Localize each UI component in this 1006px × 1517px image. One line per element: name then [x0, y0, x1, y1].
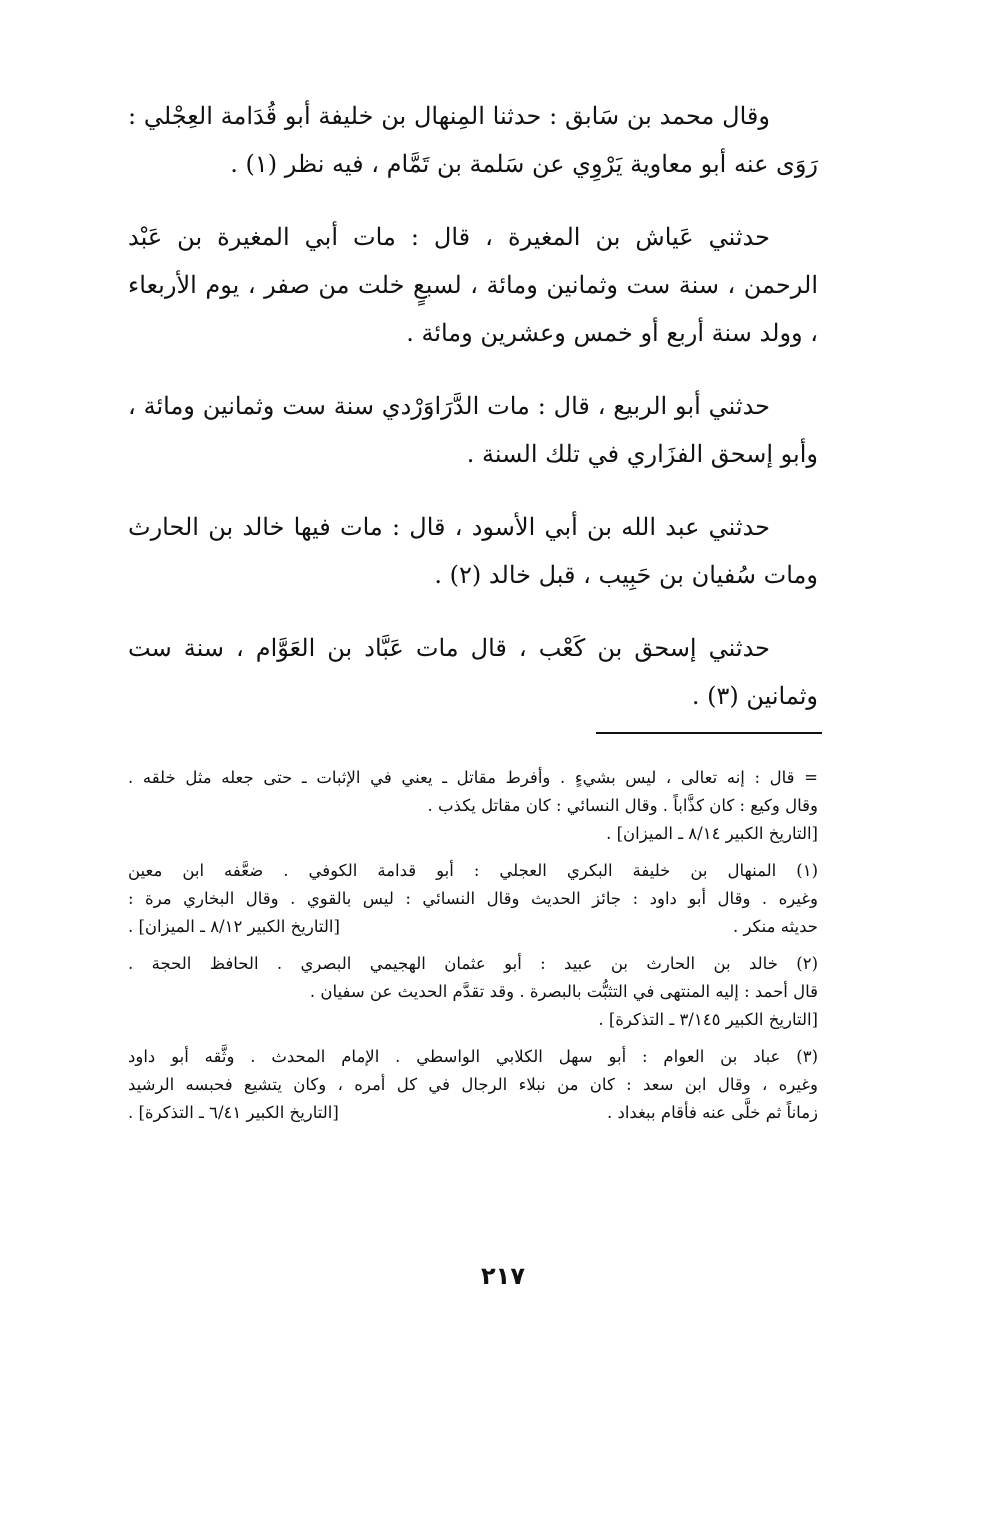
footnote-3 — [128, 1043, 818, 1127]
footnote-citation: [التاريخ الكبير ٨/١٢ ـ الميزان] . — [128, 917, 340, 936]
footnote-1 — [128, 857, 818, 941]
footnote-text: حديثه منكر . — [732, 917, 818, 936]
footnote-line — [128, 913, 818, 941]
footnote-2 — [128, 950, 818, 1034]
footnote-line: (٢) خالد بن الحارث بن عبيد : أبو عثمان الهجيمي البصري . الحافظ الحجة . — [128, 954, 818, 973]
page-number: ٢١٧ — [481, 1262, 525, 1290]
footnotes — [128, 764, 818, 1136]
footnote-line: (٣) عباد بن العوام : أبو سهل الكلابي الواسطي . الإمام المحدث . وثَّقه أبو داود — [128, 1047, 818, 1066]
footnote-line: [التاريخ الكبير ٣/١٤٥ ـ التذكرة] . — [598, 1010, 818, 1029]
footnote-separator — [596, 732, 822, 734]
footnote-citation: [التاريخ الكبير ٦/٤١ ـ التذكرة] . — [128, 1103, 339, 1122]
paragraph-2: حدثني عَياش بن المغيرة ، قال : مات أبي المغيرة بن عَبْد الرحمن ، سنة ست وثمانين ومائة ، لسبعٍ خلت من صفر ، يوم الأربعاء ، وولد سنة أربع أو خمس وعشرين ومائة . — [128, 223, 818, 347]
footnote-continued — [128, 764, 818, 848]
footnote-line: [التاريخ الكبير ٨/١٤ ـ الميزان] . — [606, 824, 818, 843]
paragraph-4: حدثني عبد الله بن أبي الأسود ، قال : مات فيها خالد بن الحارث ومات سُفيان بن حَبِيب ، قبل خالد (٢) . — [128, 513, 818, 589]
footnote-line: وغيره . وقال أبو داود : جائز الحديث وقال النسائي : ليس بالقوي . وقال البخاري مرة : — [128, 889, 818, 908]
footnote-line — [128, 1099, 818, 1127]
footnote-line: وقال وكيع : كان كذَّاباً . وقال النسائي : كان مقاتل يكذب . — [427, 796, 818, 815]
footnote-line: وغيره ، وقال ابن سعد : كان من نبلاء الرجال في كل أمره ، وكان يتشيع فحبسه الرشيد — [128, 1075, 818, 1094]
footnote-line: (١) المنهال بن خليفة البكري العجلي : أبو قدامة الكوفي . ضعَّفه ابن معين — [128, 861, 818, 880]
paragraph-1: وقال محمد بن سَابق : حدثنا المِنهال بن خليفة أبو قُدَامة العِجْلي : رَوَى عنه أبو معاوية يَرْوِي عن سَلمة بن تَمَّام ، فيه نظر (١) . — [128, 102, 818, 178]
footnote-text: زماناً ثم خلَّى عنه فأقام ببغداد . — [607, 1103, 818, 1122]
main-text — [128, 92, 818, 745]
footnote-line: قال أحمد : إليه المنتهى في التثبُّت بالبصرة . وقد تقدَّم الحديث عن سفيان . — [309, 982, 818, 1001]
footnote-line: = قال : إنه تعالى ، ليس بشيءٍ . وأفرط مقاتل ـ يعني في الإثبات ـ حتى جعله مثل خلقه . — [128, 768, 818, 787]
paragraph-5: حدثني إسحق بن كَعْب ، قال مات عَبَّاد بن العَوَّام ، سنة ست وثمانين (٣) . — [128, 634, 818, 710]
paragraph-3: حدثني أبو الربيع ، قال : مات الدَّرَاوَرْدي سنة ست وثمانين ومائة ، وأبو إسحق الفزَاري في تلك السنة . — [128, 392, 818, 468]
